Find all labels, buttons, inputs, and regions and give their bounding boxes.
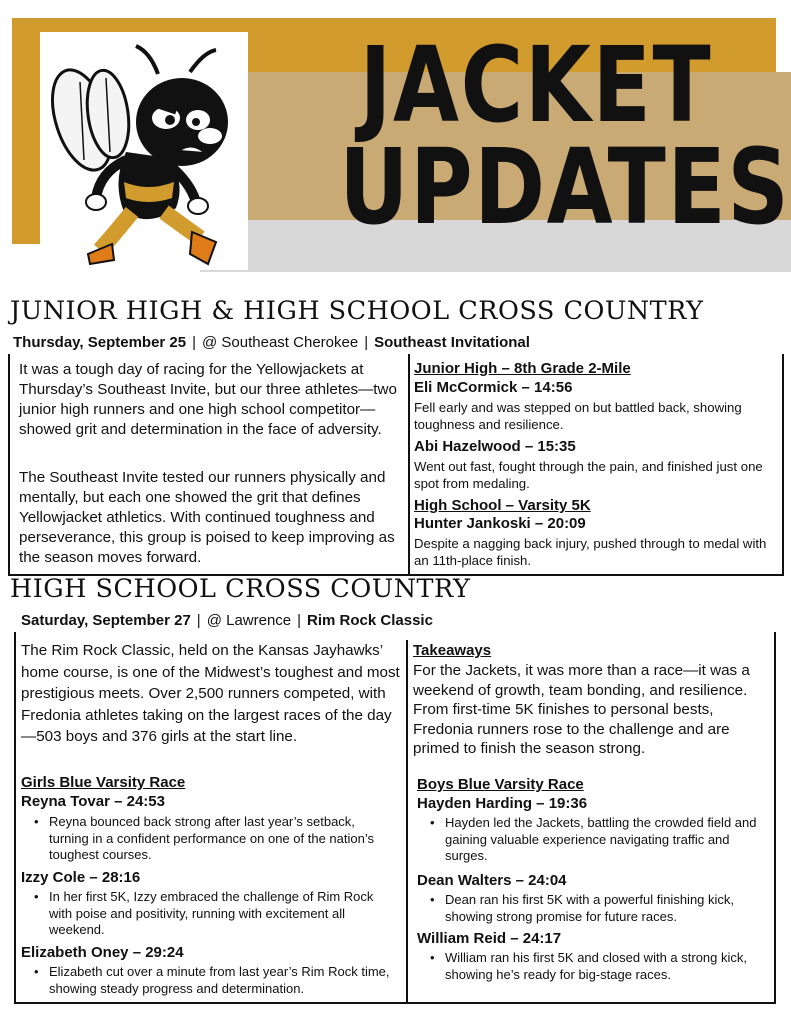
section1-paragraph-1: It was a tough day of racing for the Yellowjackets at Thursday’s Southeast Invite, but our three athletes—two junior high runners and one high school competitor—showed grit and determination in the face of adversity.: [19, 361, 397, 438]
runner-note: Fell early and was stepped on but battled back, showing toughness and resilience.: [414, 400, 742, 432]
section2-day: Saturday, September 27: [21, 612, 191, 629]
rim-rock-intro: The Rim Rock Classic, held on the Kansas Jayhawks’ home course, is one of the Midwest’s toughest and most prestigious meets. Over 2,500 runners competed, with Fredonia athletes taking on the largest races of the day—503 boys and 376 girls at the start line.: [21, 642, 400, 745]
takeaways-text: For the Jackets, it was more than a race—it was a weekend of growth, team bonding, and resilience. From first-time 5K finishes to personal bests, Fredonia runners rose to the challenge and are primed to finish the season strong.: [413, 662, 750, 757]
section2-meta: [21, 612, 433, 629]
section1-meta: [13, 334, 530, 351]
section1-box: [8, 354, 784, 576]
hs-race-heading: High School – Varsity 5K: [414, 497, 591, 514]
section1-meet: Southeast Invitational: [374, 334, 530, 351]
runner-result: Abi Hazelwood – 15:35: [414, 438, 576, 455]
headline-line-2: UPDATES: [339, 126, 791, 248]
section2-title: HIGH SCHOOL CROSS COUNTRY: [10, 574, 471, 604]
yellowjacket-mascot-icon: [40, 32, 248, 270]
jh-race-heading: Junior High – 8th Grade 2-Mile: [414, 360, 631, 377]
girls-race-heading: Girls Blue Varsity Race: [21, 774, 186, 791]
boys-race-heading: Boys Blue Varsity Race: [417, 776, 584, 793]
runner-note: • Elizabeth cut over a minute from last year’s Rim Rock time, showing steady progress and determination.: [21, 964, 396, 997]
runner-result: Dean Walters – 24:04: [417, 872, 567, 889]
runner-note: • William ran his first 5K and closed with a strong kick, showing he’s ready for big-stage races.: [417, 950, 762, 983]
headline-line-1: JACKET: [359, 24, 713, 146]
newsletter-headline: [296, 24, 791, 248]
takeaways-heading: Takeaways: [413, 642, 492, 659]
runner-note: • In her first 5K, Izzy embraced the challenge of Rim Rock with poise and positivity, running with excitement all weekend.: [21, 889, 396, 939]
section1-separator: |: [192, 334, 197, 351]
runner-result: Eli McCormick – 14:56: [414, 379, 573, 396]
runner-result: Hayden Harding – 19:36: [417, 795, 588, 812]
runner-note: Went out fast, fought through the pain, and finished just one spot from medaling.: [414, 459, 763, 491]
section2-meet: Rim Rock Classic: [307, 612, 433, 629]
section1-day: Thursday, September 25: [13, 334, 187, 351]
runner-result: Elizabeth Oney – 29:24: [21, 944, 184, 961]
runner-note: • Reyna bounced back strong after last year’s setback, turning in a confident performance on one of the nation’s toughest courses.: [21, 814, 396, 864]
section2-separator: |: [297, 612, 302, 629]
runner-note: Despite a nagging back injury, pushed through to medal with an 11th-place finish.: [414, 536, 767, 568]
section2-box: [14, 632, 776, 1004]
section1-title: JUNIOR HIGH & HIGH SCHOOL CROSS COUNTRY: [10, 296, 704, 326]
runner-note: • Dean ran his first 5K with a powerful finishing kick, showing strong promise for future races.: [417, 892, 762, 925]
section1-separator: |: [364, 334, 369, 351]
section2-column-divider: [406, 640, 408, 1002]
section1-column-divider: [408, 354, 410, 574]
section2-separator: |: [196, 612, 201, 629]
runner-result: Reyna Tovar – 24:53: [21, 793, 165, 810]
runner-result: Izzy Cole – 28:16: [21, 869, 141, 886]
section1-location: @ Southeast Cherokee: [202, 334, 359, 351]
runner-note: • Hayden led the Jackets, battling the crowded field and gaining valuable experience navigating traffic and surges.: [417, 815, 762, 865]
runner-result: William Reid – 24:17: [417, 930, 562, 947]
section1-paragraph-2: The Southeast Invite tested our runners physically and mentally, but each one showed the grit that defines Yellowjacket athletics. With continued toughness and perseverance, this group is poised to keep improving as the season moves forward.: [19, 469, 395, 566]
section2-location: @ Lawrence: [206, 612, 292, 629]
runner-result: Hunter Jankoski – 20:09: [414, 515, 586, 532]
